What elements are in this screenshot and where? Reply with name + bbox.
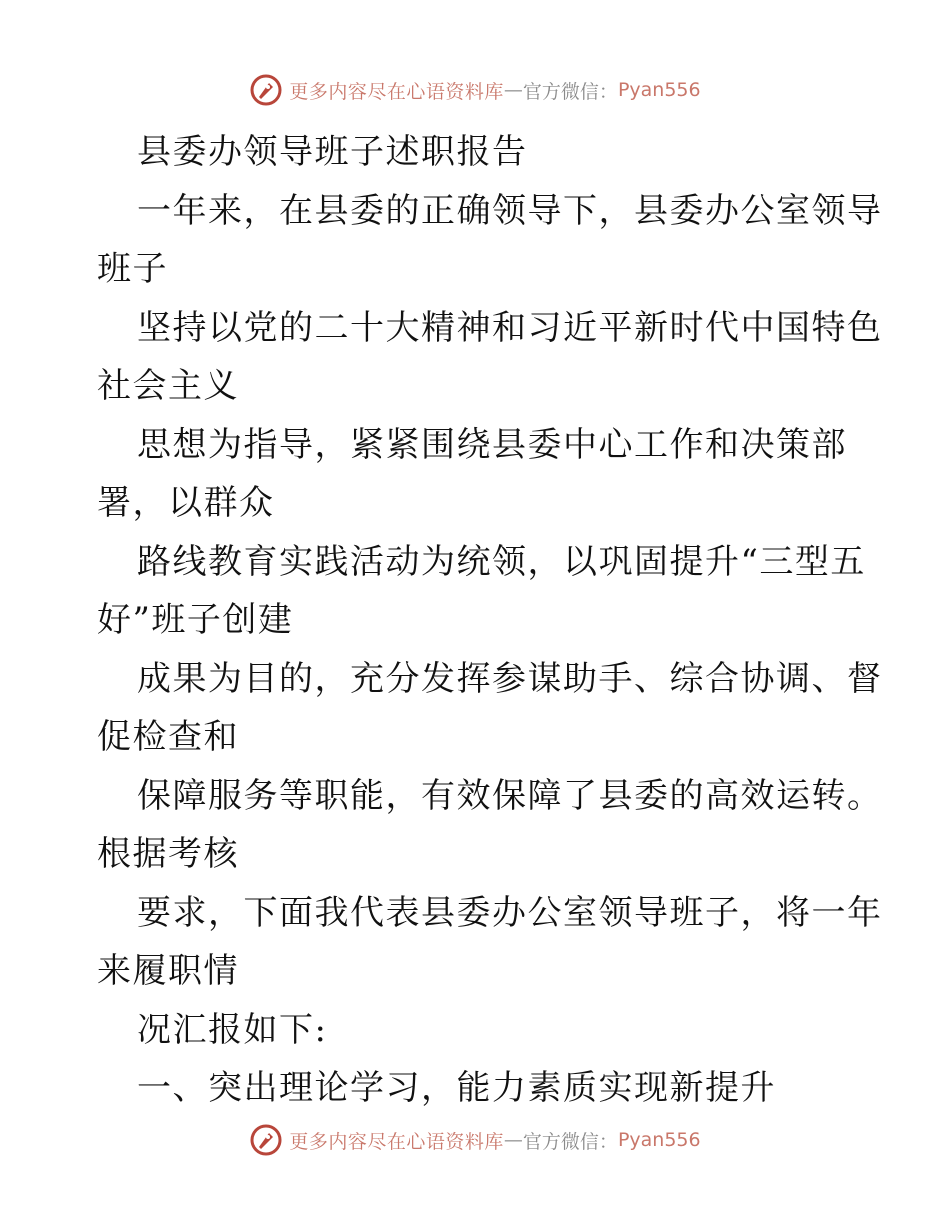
paragraph-line: 路线教育实践活动为统领，以巩固提升“三型五: [137, 541, 866, 582]
document-title: 县委办领导班子述职报告: [137, 132, 528, 172]
banner-dash: —: [503, 1129, 523, 1151]
banner-account-id: Pyan556: [617, 1129, 701, 1151]
document-body: [97, 123, 883, 1118]
paragraph-line: 况汇报如下:: [137, 1009, 328, 1050]
banner-main-text: 更多内容尽在心语资料库: [289, 80, 504, 103]
paragraph-line: 班子: [97, 249, 168, 289]
paragraph-line: 一年来，在县委的正确领导下，县委办公室领导: [137, 190, 883, 231]
paragraph-line: 来履职情: [97, 951, 239, 991]
banner-account-id: Pyan556: [617, 79, 701, 101]
paragraph-line: 根据考核: [97, 834, 239, 874]
paragraph-line: 保障服务等职能，有效保障了县委的高效运转。: [137, 775, 883, 816]
pen-nib-logo-icon: [249, 1123, 283, 1157]
pen-nib-logo-icon: [249, 73, 283, 107]
paragraph-line: 坚持以党的二十大精神和习近平新时代中国特色: [137, 307, 883, 348]
paragraph-line: 成果为目的，充分发挥参谋助手、综合协调、督: [137, 658, 883, 699]
header-watermark-banner: [0, 70, 950, 110]
paragraph-line: 促检查和: [97, 717, 239, 757]
banner-main-text: 更多内容尽在心语资料库: [289, 1130, 504, 1153]
paragraph-line: 好”班子创建: [97, 600, 294, 640]
paragraph-line: 要求，下面我代表县委办公室领导班子，将一年: [137, 892, 883, 933]
banner-sub-text: 官方微信：: [522, 1130, 618, 1153]
banner-dash: —: [503, 79, 523, 101]
banner-sub-text: 官方微信：: [522, 80, 618, 103]
paragraph-line: 思想为指导，紧紧围绕县委中心工作和决策部: [137, 424, 847, 465]
paragraph-line: 一、突出理论学习，能力素质实现新提升: [137, 1068, 776, 1108]
footer-watermark-banner: [0, 1120, 950, 1160]
paragraph-line: 社会主义: [97, 366, 239, 406]
paragraph-line: 署，以群众: [97, 483, 275, 523]
